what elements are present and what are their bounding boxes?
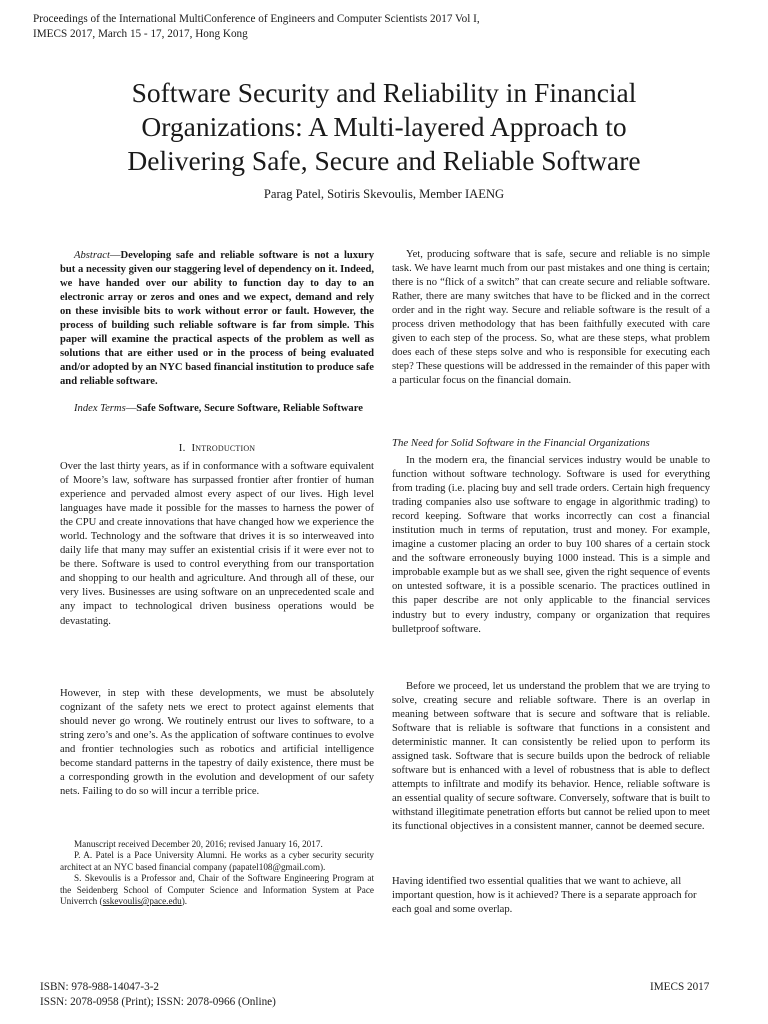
proceedings-header-line-1: Proceedings of the International MultiConference of Engineers and Computer Scientists 2017 Vol I, — [33, 13, 480, 25]
section-number: I. — [178, 442, 186, 454]
index-terms — [60, 402, 374, 416]
email-link[interactable]: sskevoulis@pace.edu — [102, 896, 182, 907]
paper-title — [40, 76, 728, 178]
index-terms-label: Index Terms — [74, 403, 126, 414]
right-paragraph-4 — [392, 875, 710, 917]
paper-title-line-3: Delivering Safe, Secure and Reliable Software — [127, 145, 641, 176]
footer-isbn: ISBN: 978-988-14047-3-2 — [40, 981, 160, 993]
index-terms-dash: — — [125, 403, 137, 414]
author-list: Parag Patel, Sotiris Skevoulis, Member IAENG — [263, 187, 505, 201]
proceedings-header-line-2: IMECS 2017, March 15 - 17, 2017, Hong Kong — [33, 28, 248, 40]
footnote-skevoulis-text: S. Skevoulis is a Professor and, Chair of the Software Engineering Program at the Seidenberg School of Computer Science and Information System at Pace Univerrch ( — [60, 873, 374, 907]
paper-title-line-2: Organizations: A Multi-layered Approach to — [141, 111, 627, 142]
footer-issn: ISSN: 2078-0958 (Print); ISSN: 2078-0966 (Online) — [40, 996, 276, 1008]
abstract-label: Abstract — [74, 250, 110, 261]
intro-paragraph-1 — [60, 460, 374, 629]
intro-paragraph-2-text: However, in step with these developments, we must be absolutely cognizant of the safety nets we erect to protect against elements that should never go wrong. We routinely entrust our lives to software, to a string zero’s and one’s. As the application of software continues to evolve and frontier technologies such as robotics and artificial intelligence become standard patterns in the tapestry of daily existence, there must be a corresponding growth in the evolution and development of our safety nets. Failing to do so will incur a terrible price. — [60, 688, 374, 798]
abstract-dash: — — [109, 250, 121, 261]
right-paragraph-2 — [392, 454, 710, 637]
abstract-text: Developing safe and reliable software is not a luxury but a necessity given our staggering level of dependency on it. Indeed, we have handed over our ability to function day to day to an electronic array or zeros and ones and we expect, demand and rely on these invisible bits to work without error or fault. However, the process of building such reliable software is far from simple. This paper will examine the practical aspects of the problem as well as solutions that are either used or in the process of being evaluated and/or adopted by an NYC based financial institution to produce safe and reliable software. — [60, 250, 374, 388]
footnote-skevoulis — [60, 873, 374, 907]
right-paragraph-4-text: Having identified two essential qualities that we want to achieve, all important question, how is it achieved? There is a separate approach for each goal and some overlap. — [392, 876, 697, 916]
footnote-skevoulis-end: ). — [181, 896, 188, 907]
right-paragraph-3 — [392, 680, 710, 835]
right-paragraph-3-text: Before we proceed, let us understand the problem that we are trying to solve, creating secure and reliable software. There is an overlap in meaning between software that is secure and software that is reliable. Software that is reliable is software that functions in a consistent and deterministic manner. It can consistently be relied upon to perform its assigned task. Software that is secure builds upon the bedrock of reliable software but is enhanced with a level of robustness that is able to deflect attempts to infiltrate and modify its behavior. Hence, reliable software is an essential quality of secure software. Conversely, software that is built to withstand illegitimate penetration efforts but cannot be relied upon to meet its functional objectives in a consistent manner, cannot be deemed secure. — [392, 681, 710, 833]
footer-conference: IMECS 2017 — [650, 981, 710, 993]
subsection-heading: The Need for Solid Software in the Financial Organizations — [392, 437, 650, 449]
author-footnotes — [60, 839, 374, 907]
right-paragraph-2-text: In the modern era, the financial services industry would be unable to function without software technology. Software is used for everything from trading (i.e. placing buy and sell trade orders. Certain high frequency trading companies also use software to engage in algorithmic trading) to record keeping. Software that works incorrectly can cost a financial institution much in terms of reputation, trust and money. For example, imagine a customer placing an order to buy 100 shares of a certain stock and the software erroneously buying 1000 instead. This is a simple and improbable example but as we shall see, given the right sequence of events on untested software, it is a possible scenario. The practices outlined in this paper describe are not only applicable to the financial services industry but to every industry, company or organization that requires bulletproof software. — [392, 455, 711, 635]
intro-paragraph-2 — [60, 687, 374, 799]
section-title: Introduction — [191, 442, 256, 454]
index-terms-text: Safe Software, Secure Software, Reliable Software — [136, 403, 363, 414]
right-paragraph-1-text: Yet, producing software that is safe, secure and reliable is no simple task. We have learnt much from our past mistakes and one thing is certain; there is no “flick of a switch” that can create secure and reliable software. Rather, there are many switches that have to be flicked and in the correct order and in the right way. Secure and reliable software is the result of a process driven methodology that has been faithfully executed with care given to each step of the process. So, what are these steps, what problem does each of these steps solve and who is responsible for executing each step? These questions will be addressed in the remainder of this paper with a particular focus on the financial domain. — [392, 249, 710, 387]
paper-title-line-1: Software Security and Reliability in Financial — [131, 77, 637, 108]
footnote-manuscript: Manuscript received December 20, 2016; revised January 16, 2017. — [74, 839, 323, 849]
section-heading-introduction — [60, 441, 374, 455]
right-paragraph-1 — [392, 248, 710, 388]
intro-paragraph-1-text: Over the last thirty years, as if in conformance with a software equivalent of Moore’s law, software has surpassed frontier after frontier of human experience and pervaded almost every aspect of our lives. High level languages have made it possible for the masses to harness the power of the CPU and create innovations that have changed how we experience the world. Technology and the software that drives it is so interweaved into daily life that many may suffer an existential crisis if it were ever not to be there. Software is used to control everything from our transportation and shopping to our health and agriculture. And through all of these, our very lives. Businesses are using software on an unprecedented scale and any impact to technological driven business operations would be devastating. — [60, 461, 374, 627]
abstract — [60, 249, 374, 389]
footnote-patel: P. A. Patel is a Pace University Alumni. He works as a cyber security security architect at an NYC based financial company (papatel108@gmail.com). — [60, 850, 374, 872]
